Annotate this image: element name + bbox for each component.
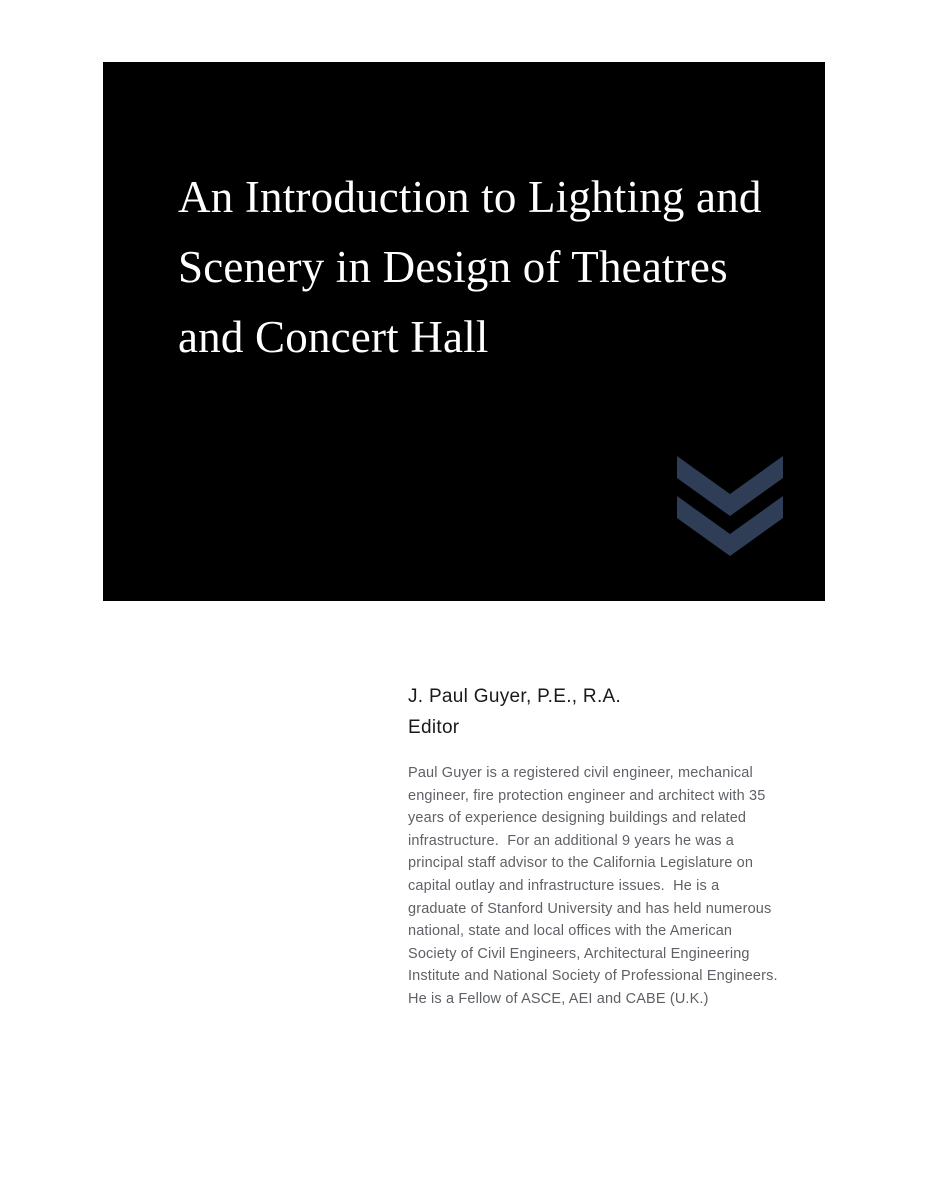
author-name: J. Paul Guyer, P.E., R.A. (408, 686, 622, 707)
double-chevron-down-icon (675, 454, 785, 564)
cover-title-banner (103, 62, 825, 601)
author-biography: Paul Guyer is a registered civil engineer, mechanical engineer, fire protection engineer and architect with 35 years of experience designing buildings and related infrastructure. For an additional 9 years he was a principal staff advisor to the California Legislature on capital outlay and infrastructure issues. He is a graduate of Stanford University and has held numerous national, state and local offices with the American Society of Civil Engineers, Architectural Engineering Institute and National Society of Professional Engineers. He is a Fellow of ASCE, AEI and CABE (U.K.) (408, 765, 782, 1007)
author-block (408, 682, 782, 1011)
book-title: An Introduction to Lighting and Scenery in Design of Theatres and Concert Hall (178, 172, 762, 362)
author-role: Editor (408, 717, 460, 738)
